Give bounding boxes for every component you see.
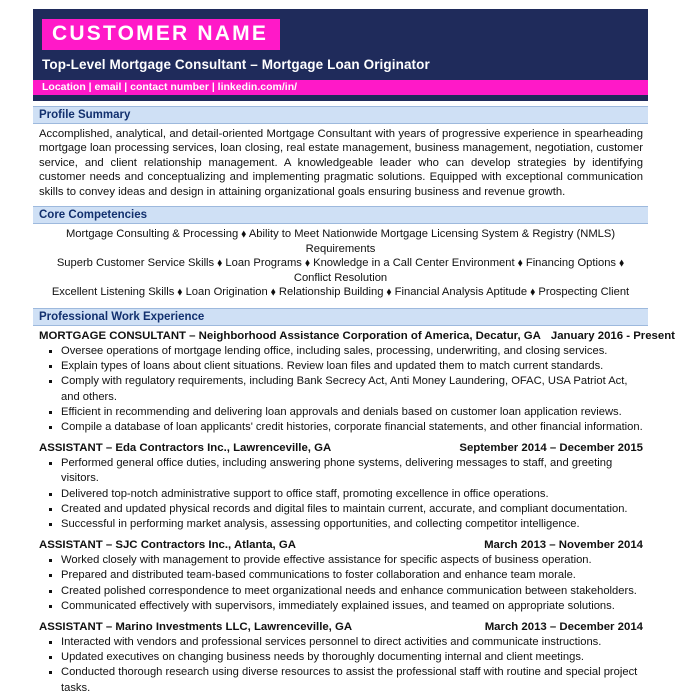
core-competencies-list: [33, 224, 648, 303]
job-title: ASSISTANT – Marino Investments LLC, Lawrenceville, GA: [39, 621, 353, 634]
section-heading-experience: Professional Work Experience: [33, 308, 648, 326]
experience-entry: [33, 442, 648, 532]
job-bullet: Explain types of loans about client situations. Review loan files and updated them to match current standards.: [39, 359, 643, 374]
experience-entry: [33, 539, 648, 614]
job-bullet: Compile a database of loan applicants' credit histories, corporate financial statements, and other financial information.: [39, 420, 643, 435]
job-dates: January 2016 - Present: [550, 330, 675, 342]
job-title: MORTGAGE CONSULTANT – Neighborhood Assistance Corporation of America, Decatur, GA: [39, 330, 541, 342]
job-bullet: Created and updated physical records and digital files to maintain current, accurate, and compliant documentation.: [39, 502, 643, 517]
job-bullet: Delivered top-notch administrative support to office staff, promoting excellence in office operations.: [39, 487, 643, 502]
job-header: [39, 621, 643, 633]
job-bullets: [39, 553, 643, 614]
job-bullet: Created polished correspondence to meet organizational needs and enhance communication between stakeholders.: [39, 584, 643, 599]
job-bullet: Communicated effectively with supervisors, immediately explained issues, and teamed on appropriate solutions.: [39, 599, 643, 614]
job-bullet: Successful in performing market analysis, assessing opportunities, and collecting competitor intelligence.: [39, 517, 643, 532]
job-header: [39, 539, 643, 551]
job-bullet: Oversee operations of mortgage lending office, including sales, processing, underwriting, and closing services.: [39, 344, 643, 359]
section-heading-profile: Profile Summary: [33, 106, 648, 124]
job-bullets: [39, 344, 643, 435]
job-header: [39, 442, 643, 454]
candidate-title: Top-Level Mortgage Consultant – Mortgage Loan Originator: [42, 57, 430, 72]
job-bullet: Prepared and distributed team-based communications to foster collaboration and enhance team morale.: [39, 568, 643, 583]
job-dates: March 2013 – November 2014: [484, 539, 643, 552]
profile-summary-text: Accomplished, analytical, and detail-oriented Mortgage Consultant with years of progressive experience in spearheading mortgage loan processing services, loan closing, real estate management, business management, negotiation, customer service, and client relationship management. A knowledgeable leader who can develop strategies by identifying customer needs and conceptualizing and implementing pragmatic solutions. Equipped with exceptional communication skills to convey ideas and design in attaining organizational goals ensuring business and revenue growth.: [39, 128, 643, 198]
competency-line: Excellent Listening Skills ⬧ Loan Origination ⬧ Relationship Building ⬧ Financial Analysis Aptitude ⬧ Prospecting Client: [51, 286, 630, 299]
job-bullets: [39, 635, 643, 696]
job-bullet: Performed general office duties, including answering phone systems, delivering messages to staff, and greeting visitors.: [39, 456, 643, 486]
job-bullet: Worked closely with management to provide effective assistance for specific aspects of business operation.: [39, 553, 643, 568]
job-bullet: Comply with regulatory requirements, including Bank Secrecy Act, Anti Money Laundering, OFAC, USA Patriot Act, and others.: [39, 374, 643, 404]
resume-sheet: [33, 9, 675, 694]
competency-line: Superb Customer Service Skills ⬧ Loan Programs ⬧ Knowledge in a Call Center Environment ⬧ Financing Options ⬧ Conflict Resolution: [56, 257, 625, 284]
resume-header: [33, 9, 648, 101]
job-bullet: Efficient in recommending and delivering loan approvals and denials based on customer loan application reviews.: [39, 405, 643, 420]
job-bullet: Conducted thorough research using diverse resources to assist the professional staff with routine and special project tasks.: [39, 665, 643, 695]
job-header: [39, 330, 675, 342]
job-title: ASSISTANT – Eda Contractors Inc., Lawrenceville, GA: [39, 442, 332, 455]
job-bullet: Interacted with vendors and professional services personnel to direct activities and communicate instructions.: [39, 635, 643, 650]
experience-entry: [33, 621, 648, 696]
job-bullet: Updated executives on changing business needs by thoroughly documenting internal and client meetings.: [39, 650, 643, 665]
competency-line: Mortgage Consulting & Processing ⬧ Ability to Meet Nationwide Mortgage Licensing System & Registry (NMLS) Requirements: [65, 228, 616, 255]
job-dates: September 2014 – December 2015: [459, 442, 643, 455]
candidate-name: CUSTOMER NAME: [42, 19, 280, 50]
job-dates: March 2013 – December 2014: [484, 621, 643, 634]
experience-entry: [33, 330, 675, 435]
section-heading-competencies: Core Competencies: [33, 206, 648, 224]
job-bullets: [39, 456, 643, 532]
contact-line[interactable]: Location | email | contact number | linkedin.com/in/: [33, 80, 648, 95]
job-title: ASSISTANT – SJC Contractors Inc., Atlanta, GA: [39, 539, 296, 552]
